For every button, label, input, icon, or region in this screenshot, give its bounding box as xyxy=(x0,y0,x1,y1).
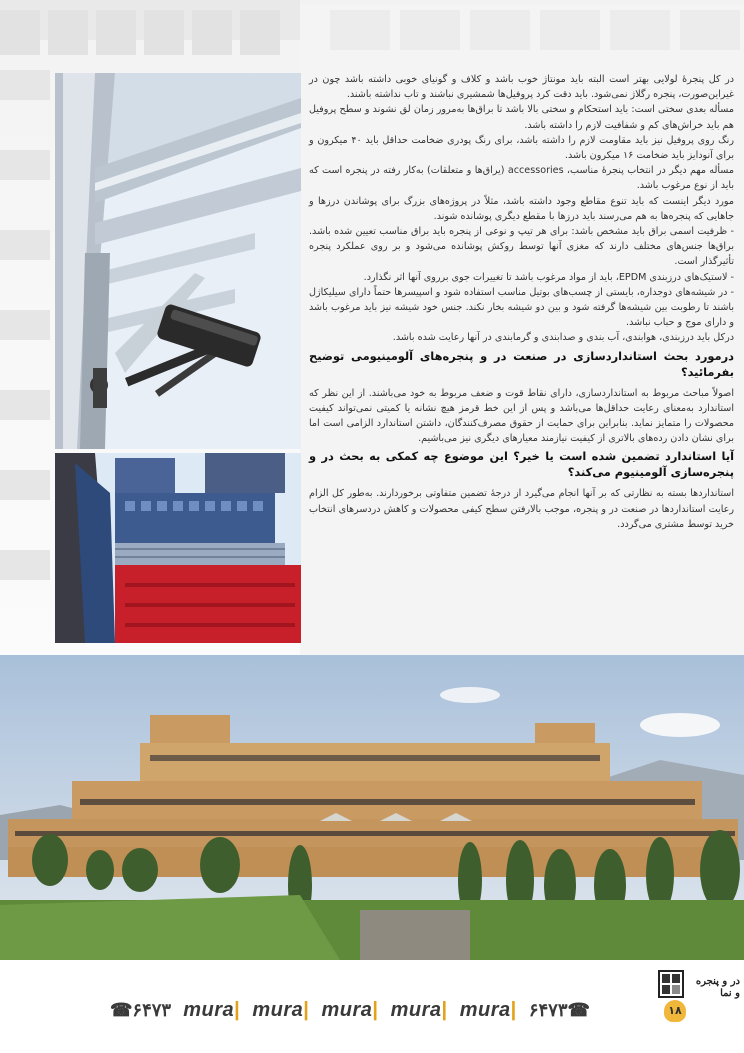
brand-name: mura xyxy=(183,998,235,1021)
brand-accent-bar: | xyxy=(441,998,448,1021)
paragraph: مسأله مهم دیگر در انتخاب پنجرهٔ مناسب، accessories (یراق‌ها و متعلقات) به‌کار رفته در پنجره است که باید از نوع مرغوب باشد. xyxy=(309,165,734,192)
brand-name: mura xyxy=(252,998,304,1021)
page-number: ۱۸ xyxy=(664,1000,686,1022)
paragraph: - ظرفیت اسمی براق باید مشخص باشد: برای هر تیپ و نوعی از پنجره باید براق مناسب تعیین شده باشد. براق‌ها جنس‌های مختلف دارند که مغزی آنها توسط روکش پوشانده می‌شود و بر روی عملکرد پنجره تأثیرگذار است. xyxy=(309,226,734,268)
library-illustration xyxy=(0,655,744,960)
article-body xyxy=(309,72,734,647)
library-building-photo xyxy=(0,655,744,960)
paragraph: استانداردها بسته به نظارتی که بر آنها انجام می‌گیرد از درجهٔ تضمین متفاوتی برخوردارند. به‌طور کل الزام رعایت استانداردها در صنعت در و پنجره، موجب بالارفتن سطح کیفی محصولات و کاهش دردسرهای انتخاب خرید توسط مشتری می‌گردد. xyxy=(309,488,734,530)
brand-logo-text xyxy=(321,999,378,1022)
brand-logo-text xyxy=(183,999,240,1022)
phone-number-left: ☎۶۴۷۳ xyxy=(110,999,172,1020)
paragraph: رنگ روی پروفیل نیز باید مقاومت لازم را داشته باشد، برای رنگ پودری ضخامت حداقل باید ۴۰ میکرون و برای آنودایز باید ضخامت ۱۶ میکرون باشد. xyxy=(309,134,734,162)
window-illustration xyxy=(55,73,301,449)
paragraph: مورد دیگر اینست که باید تنوع مقاطع وجود داشته باشد، مثلاً در پروژه‌های بزرگ برای پوشاندن درزها و جاهایی که پنجره‌ها به هم می‌رسند باید درزها با مقطع دیگری پوشانده شوند. xyxy=(309,195,734,222)
brand-strip xyxy=(110,998,590,1022)
paragraph: - لاستیک‌های درزبندی EPDM، باید از مواد مرغوب باشد تا تغییرات جوی برروی آنها اثر نگذارد. xyxy=(363,271,734,283)
brand-name: mura xyxy=(459,998,511,1021)
brand-logo-text xyxy=(391,999,448,1022)
magazine-logo-icon xyxy=(658,970,684,998)
window-grid-icon xyxy=(660,972,682,996)
phone-number-right: ۶۴۷۳☎ xyxy=(528,999,590,1020)
question-heading: درمورد بحث استانداردسازی در صنعت در و پنجره‌های آلومینیومی توضیح بفرمائید؟ xyxy=(309,348,734,379)
page-footer xyxy=(0,962,744,1053)
building-illustration xyxy=(55,453,301,643)
paragraph: در کل پنجرهٔ لولایی بهتر است البته باید مونتاژ خوب باشد و کلاف و گونیای خوبی داشته باشد چون در غیراین‌صورت، پنجره رگلاژ نمی‌شود. باید دقت کرد پروفیل‌ها شمشیری نباشند و تاب نداشته باشند. xyxy=(309,74,734,101)
brand-accent-bar: | xyxy=(234,998,241,1021)
brand-accent-bar: | xyxy=(303,998,310,1021)
brand-accent-bar: | xyxy=(372,998,379,1021)
paragraph: اصولاً مباحث مربوط به استانداردسازی، دارای نقاط قوت و ضعف مربوط به خود می‌باشند. از این نظر که استاندارد به‌معنای رعایت حداقل‌ها می‌باشد و پس از این خط قرمز هیچ نشانه یا کمیتی نمی‌تواند کیفیت محصولات را متمایز نماید. بنابراین برای حمایت از حقوق مصرف‌کنندگان، داشتن استاندارد الزامی است اما برای نشان دادن رده‌های بالاتری از کیفیت نیازمند معیارهای دیگری نیز می‌باشیم. xyxy=(309,387,734,445)
paragraph: - در شیشه‌های دوجداره، بایستی از چسب‌های بوتیل مناسب استفاده شود و اسپیسرها حتماً دارای سیلیکاژل باشند تا رطوبت بین شیشه‌ها گرفته شود و بین دو شیشه بخار نکند. جنس خود شیشه نیز باید مرغوب باشد و دارای موج و حباب نباشد. xyxy=(309,286,734,329)
question-heading: آیا استاندارد تضمین شده است یا خیر؟ این موضوع چه کمکی به بحث در و پنجره‌سازی آلومینیوم می‌کند؟ xyxy=(309,449,734,480)
window-hardware-photo xyxy=(55,73,301,449)
brand-accent-bar: | xyxy=(510,998,517,1021)
brand-logo-text xyxy=(460,999,517,1022)
brand-logo-text xyxy=(252,999,309,1022)
paragraph: مسأله بعدی سختی است: باید استحکام و سختی بالا باشد تا براق‌ها به‌مرور زمان لق نشوند و سطح پروفیل هم باید خراش‌های کم و شفافیت لازم را داشته باشد. xyxy=(309,104,734,131)
brand-name: mura xyxy=(390,998,442,1021)
paragraph: درکل باید درزبندی، هوابندی، آب بندی و صدابندی و گرمابندی در آنها رعایت شده باشد. xyxy=(392,332,734,344)
modern-building-photo xyxy=(55,453,301,643)
magazine-name: در و پنجره و نما xyxy=(695,976,740,999)
brand-name: mura xyxy=(321,998,373,1021)
